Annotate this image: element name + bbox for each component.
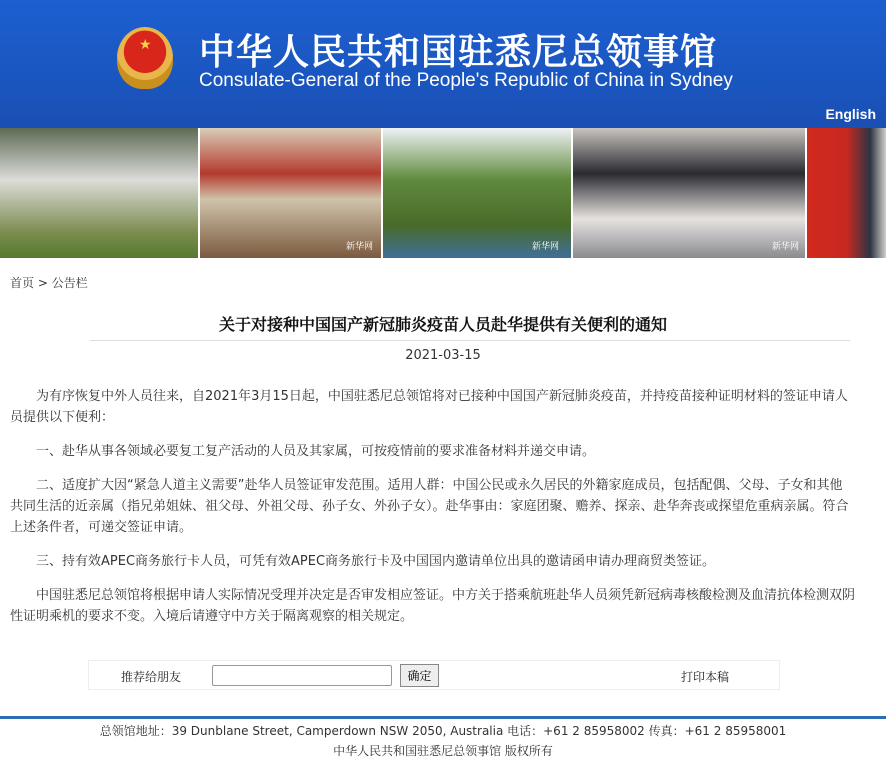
breadcrumb	[10, 274, 88, 291]
divider	[90, 340, 850, 341]
banner-photo-honor-guard	[0, 128, 200, 258]
banner-photo-students	[573, 128, 807, 258]
breadcrumb-separator: >	[37, 276, 48, 290]
footer-address: 总领馆地址：39 Dunblane Street, Camperdown NSW 2050, Australia 电话：+61 2 85958002 传真：+61 2 85958001	[99, 724, 787, 738]
paragraph: 一、赴华从事各领域必要复工复产活动的人员及其家属，可按疫情前的要求准备材料并递交申请。	[36, 444, 596, 459]
share-bar	[88, 660, 780, 690]
breadcrumb-home[interactable]: 首页	[10, 276, 35, 290]
article-title: 关于对接种中国国产新冠肺炎疫苗人员赴华提供有关便利的通知	[218, 315, 667, 334]
recommend-label: 推荐给朋友	[121, 670, 182, 684]
site-title-en: Consulate-General of the People's Republic of China in Sydney	[199, 70, 733, 91]
banner-photo-meeting	[200, 128, 383, 258]
article-body	[10, 386, 855, 640]
breadcrumb-current[interactable]: 公告栏	[51, 276, 88, 290]
english-link[interactable]: English	[825, 106, 876, 122]
site-header	[0, 0, 886, 128]
paragraph: 中国驻悉尼总领馆将根据申请人实际情况受理并决定是否审发相应签证。中方关于搭乘航班赴华人员须凭新冠病毒核酸检测及血清抗体检测双阴性证明乘机的要求不变。入境后请遵守中方关于隔离观察的相关规定。	[10, 588, 856, 624]
paragraph: 二、适度扩大因“紧急人道主义需要”赴华人员签证审发范围。适用人群：中国公民或永久居民的外籍家庭成员，包括配偶、父母、子女和其他共同生活的近亲属（指兄弟姐妹、祖父母、外祖父母、孙子女、外孙子女）。赴华事由：家庭团聚、赡养、探亲、赴华奔丧或探望危重病亲属。符合上述条件者，可递交签证申请。	[10, 478, 849, 535]
confirm-button[interactable]: 确定	[400, 664, 439, 687]
photo-watermark: 新华网	[531, 242, 559, 252]
banner-photo-tree-planting	[383, 128, 573, 258]
photo-watermark: 新华网	[345, 242, 373, 252]
footer-copyright: 中华人民共和国驻悉尼总领事馆 版权所有	[333, 744, 553, 758]
article-date: 2021-03-15	[405, 348, 481, 363]
friend-email-input[interactable]	[212, 665, 392, 686]
footer-divider	[0, 716, 886, 719]
photo-banner	[0, 128, 886, 258]
national-emblem-logo: ★	[117, 27, 173, 89]
paragraph: 为有序恢复中外人员往来，自2021年3月15日起，中国驻悉尼总领馆将对已接种中国国产新冠肺炎疫苗，并持疫苗接种证明材料的签证申请人员提供以下便利：	[10, 389, 848, 425]
print-link[interactable]: 打印本稿	[681, 670, 730, 684]
paragraph: 三、持有效APEC商务旅行卡人员，可凭有效APEC商务旅行卡及中国国内邀请单位出具的邀请函申请办理商贸类签证。	[36, 554, 716, 569]
photo-watermark: 新华网	[771, 242, 799, 252]
site-title-cn: 中华人民共和国驻悉尼总领事馆	[199, 32, 718, 73]
banner-photo-official	[807, 128, 886, 258]
